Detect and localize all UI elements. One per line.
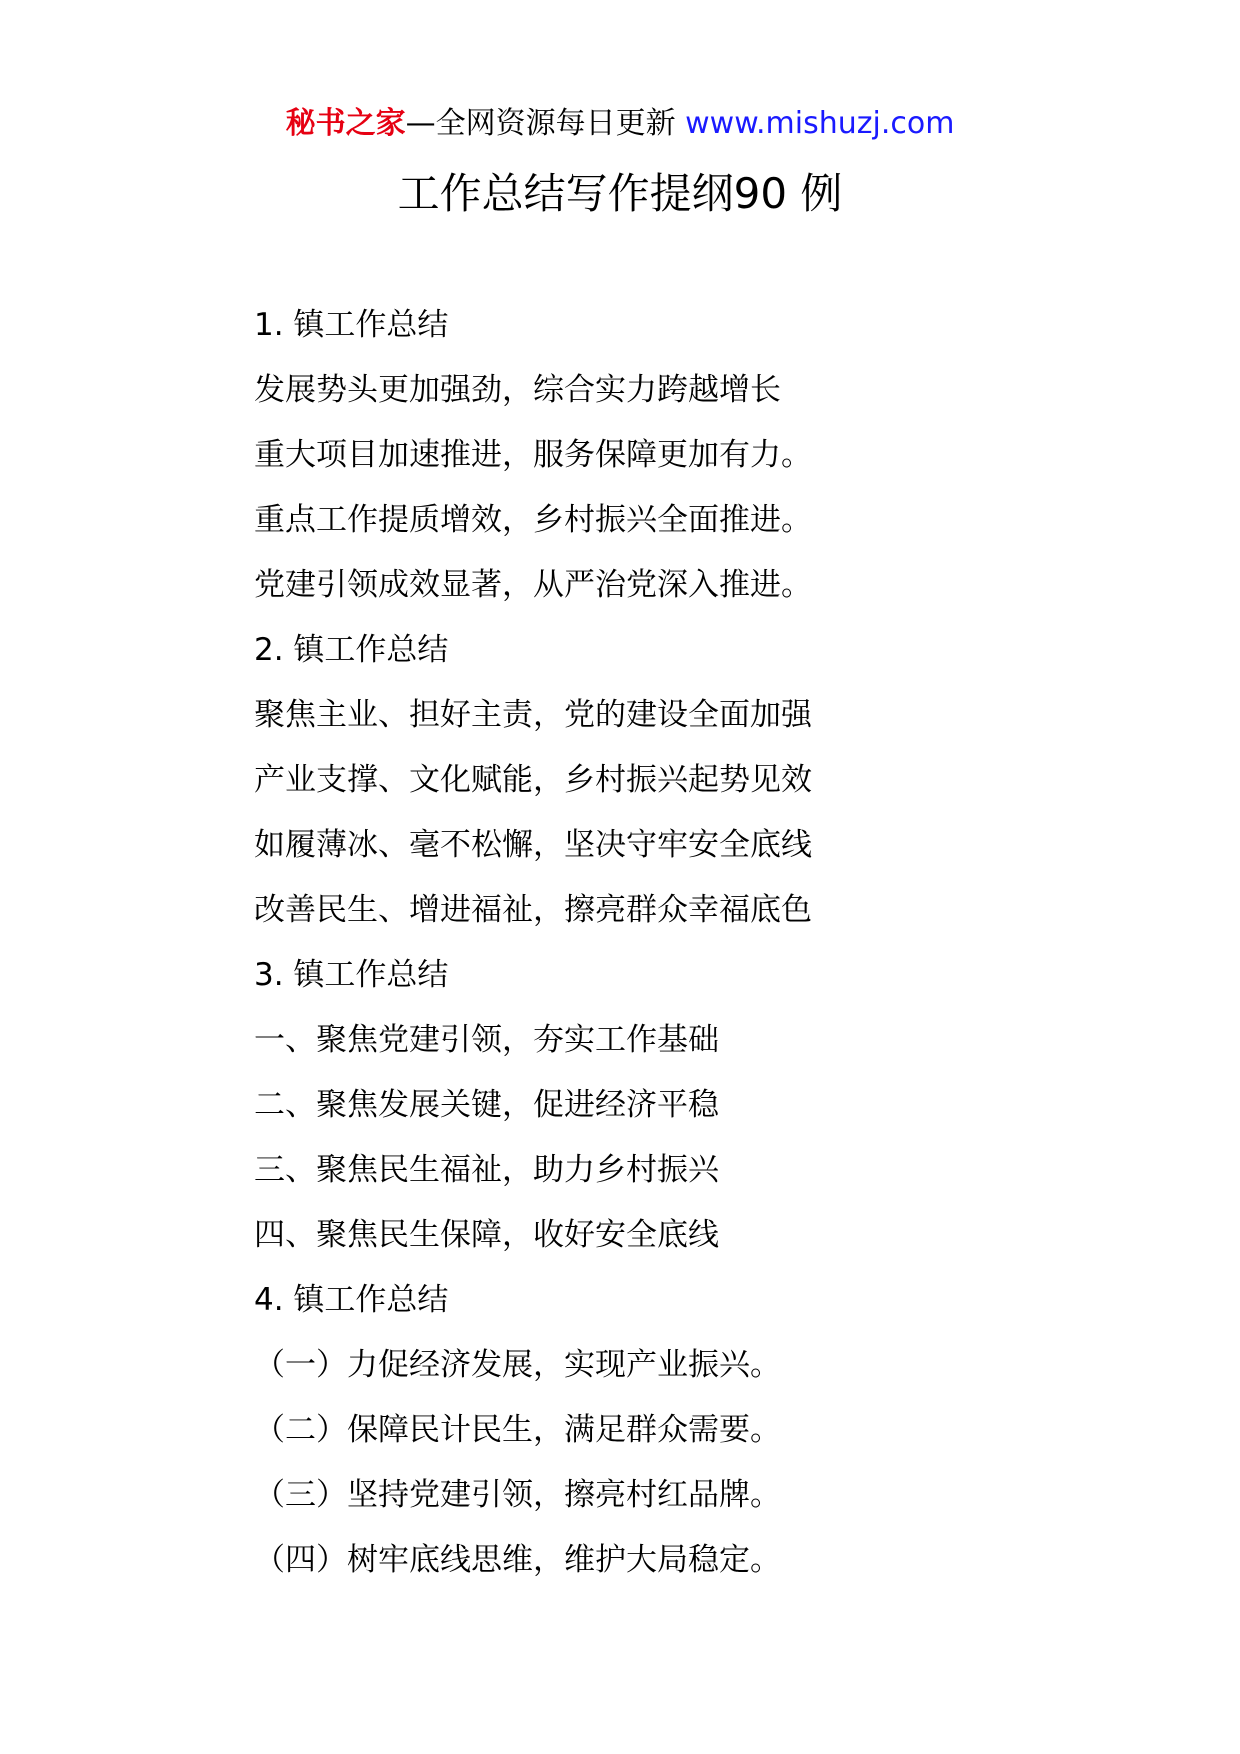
section-heading-3: 3. 镇工作总结 xyxy=(254,957,449,993)
section-heading-4: 4. 镇工作总结 xyxy=(254,1282,449,1318)
outline-line: （四）树牢底线思维，维护大局稳定。 xyxy=(254,1542,781,1578)
outline-line: 四、聚焦民生保障，收好安全底线 xyxy=(254,1217,719,1253)
outline-line: 一、聚焦党建引领，夯实工作基础 xyxy=(254,1022,719,1058)
outline-line: 重大项目加速推进，服务保障更加有力。 xyxy=(254,437,812,473)
outline-line: 三、聚焦民生福祉，助力乡村振兴 xyxy=(254,1152,719,1188)
site-header xyxy=(0,100,1240,148)
outline-line: 重点工作提质增效，乡村振兴全面推进。 xyxy=(254,502,812,538)
outline-line: 聚焦主业、担好主责，党的建设全面加强 xyxy=(254,697,812,733)
document-body xyxy=(254,293,1154,1593)
brand-name: 秘书之家 xyxy=(285,106,406,141)
document-title: 工作总结写作提纲90 例 xyxy=(397,169,843,218)
outline-line: 改善民生、增进福祉，擦亮群众幸福底色 xyxy=(254,892,812,928)
outline-line: （一）力促经济发展，实现产业振兴。 xyxy=(254,1347,781,1383)
outline-line: 党建引领成效显著，从严治党深入推进。 xyxy=(254,567,812,603)
header-tagline: —全网资源每日更新 xyxy=(405,106,686,141)
outline-line: （二）保障民计民生，满足群众需要。 xyxy=(254,1412,781,1448)
section-heading-1: 1. 镇工作总结 xyxy=(254,307,449,343)
outline-line: 产业支撑、文化赋能，乡村振兴起势见效 xyxy=(254,762,812,798)
outline-line: （三）坚持党建引领，擦亮村红品牌。 xyxy=(254,1477,781,1513)
outline-line: 二、聚焦发展关键，促进经济平稳 xyxy=(254,1087,719,1123)
section-heading-2: 2. 镇工作总结 xyxy=(254,632,449,668)
site-url-link[interactable]: www.mishuzj.com xyxy=(685,106,955,141)
outline-line: 发展势头更加强劲，综合实力跨越增长 xyxy=(254,372,781,408)
outline-line: 如履薄冰、毫不松懈，坚决守牢安全底线 xyxy=(254,827,812,863)
